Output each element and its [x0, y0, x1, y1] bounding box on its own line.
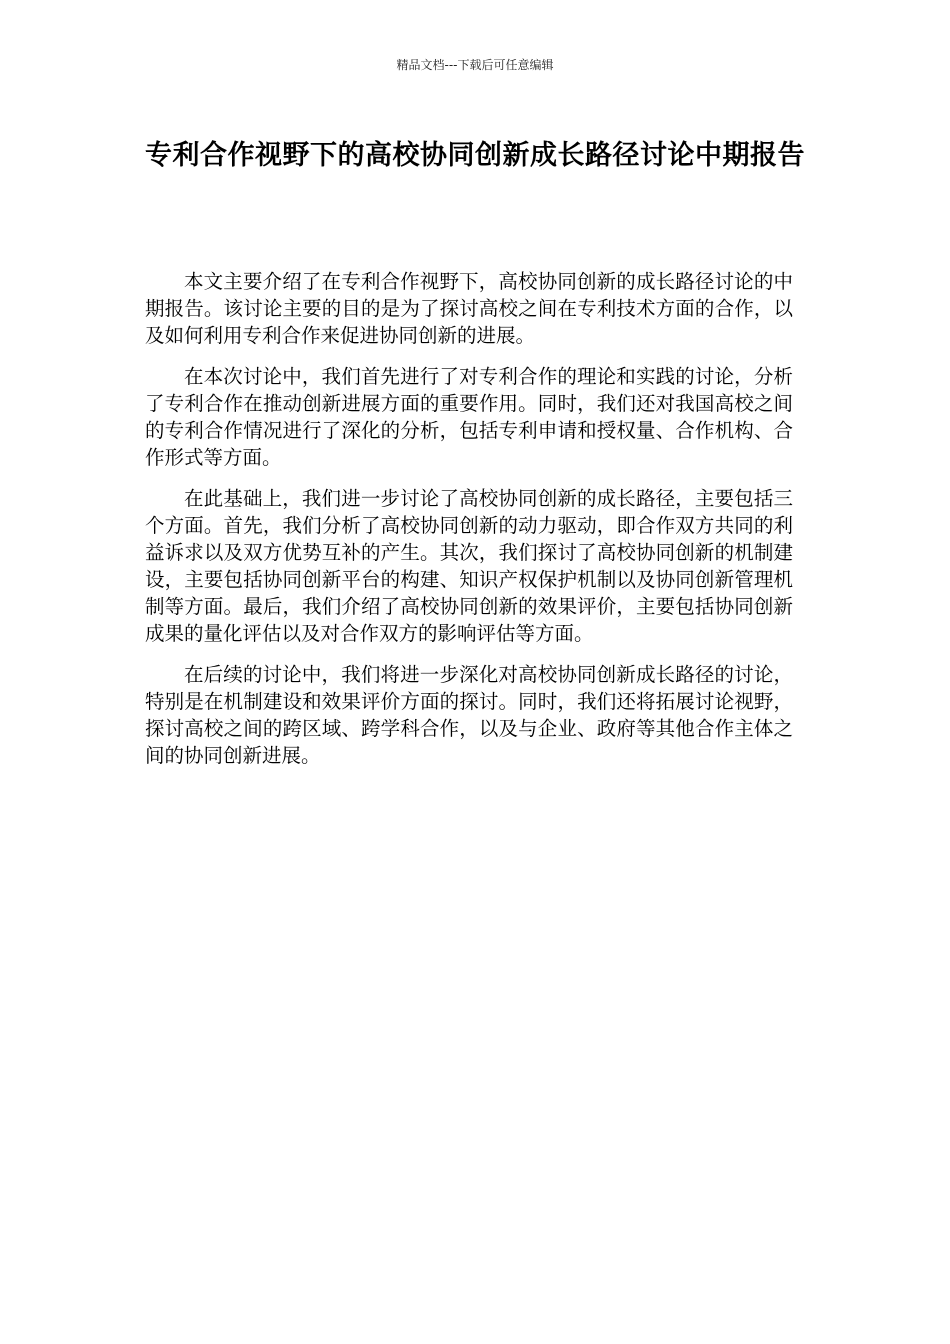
- paragraph-growth-path: 在此基础上，我们进一步讨论了高校协同创新的成长路径，主要包括三个方面。首先，我们分析了高校协同创新的动力驱动，即合作双方共同的利益诉求以及双方优势互补的产生。其次，我们探讨了高校协同创新的机制建设，主要包括协同创新平台的构建、知识产权保护机制以及协同创新管理机制等方面。最后，我们介绍了高校协同创新的效果评价，主要包括协同创新成果的量化评估以及对合作双方的影响评估等方面。: [145, 487, 793, 645]
- paragraph-theory: 在本次讨论中，我们首先进行了对专利合作的理论和实践的讨论，分析了专利合作在推动创新进展方面的重要作用。同时，我们还对我国高校之间的专利合作情况进行了深化的分析，包括专利申请和授权量、合作机构、合作形式等方面。: [145, 365, 793, 469]
- document-body: [145, 268, 793, 783]
- paragraph-future-work: 在后续的讨论中，我们将进一步深化对高校协同创新成长路径的讨论，特别是在机制建设和效果评价方面的探讨。同时，我们还将拓展讨论视野，探讨高校之间的跨区域、跨学科合作，以及与企业、政府等其他合作主体之间的协同创新进展。: [145, 663, 793, 767]
- paragraph-intro: 本文主要介绍了在专利合作视野下，高校协同创新的成长路径讨论的中期报告。该讨论主要的目的是为了探讨高校之间在专利技术方面的合作，以及如何利用专利合作来促进协同创新的进展。: [145, 270, 793, 347]
- page-header: 精品文档---下载后可任意编辑: [396, 58, 554, 72]
- document-title: 专利合作视野下的高校协同创新成长路径讨论中期报告: [145, 140, 805, 171]
